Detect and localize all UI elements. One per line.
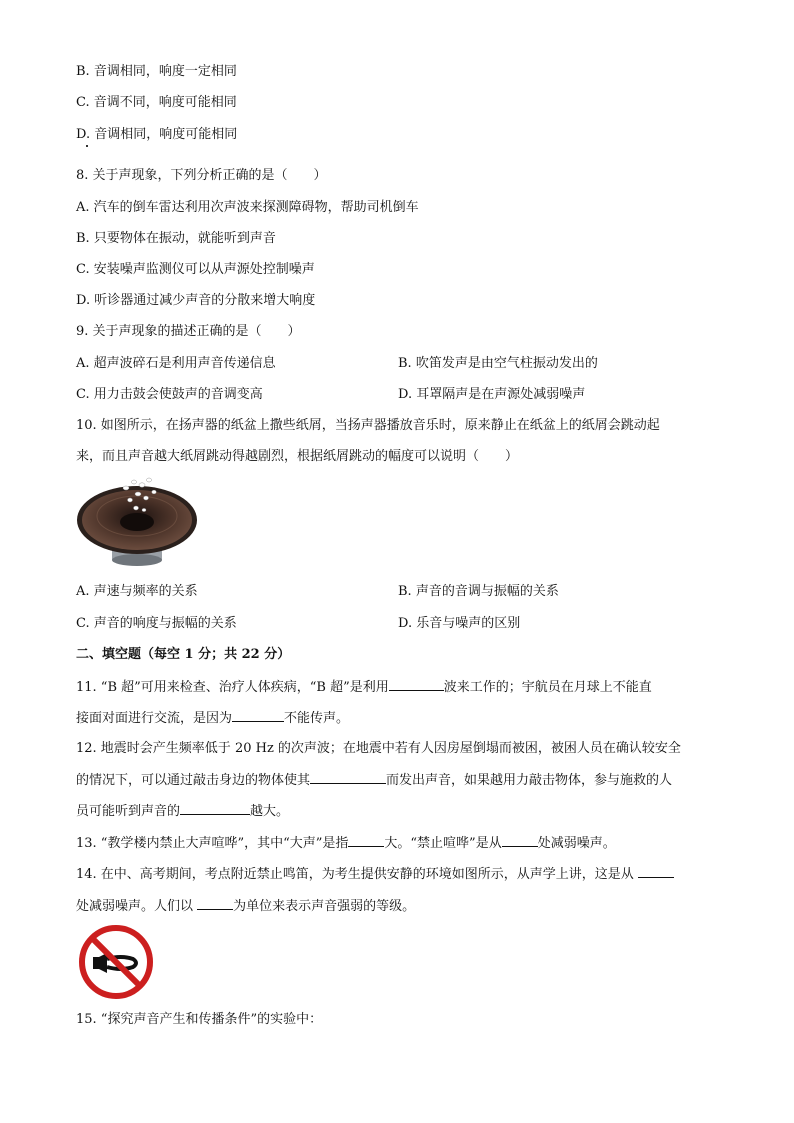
q11-text-1: 11. “B 超”可用来检查、治疗人体疾病，“B 超”是利用: [76, 680, 389, 695]
q14-text-1: 14. 在中、高考期间，考点附近禁止鸣笛，为考生提供安静的环境如图所示，从声学上讲，这是从: [76, 867, 634, 882]
q11-text-4: 不能传声。: [284, 711, 350, 726]
q11-text-2: 波来工作的；宇航员在月球上不能直: [443, 680, 652, 695]
speaker-icon: [74, 470, 200, 570]
q9-option-c: C. 用力击鼓会使鼓声的音调变高: [76, 387, 263, 402]
section-2-title: 二、填空题（每空 1 分；共 22 分）: [76, 647, 291, 662]
q14-blank-2[interactable]: [197, 896, 233, 910]
no-honking-icon: [77, 923, 155, 1001]
paper-bit: [123, 486, 129, 490]
paper-bit: [152, 490, 156, 494]
q11-text-3: 接面对面进行交流，是因为: [76, 711, 233, 726]
paper-bit: [147, 478, 152, 482]
q9-option-d: D. 耳罩隔声是在声源处减弱噪声: [398, 387, 586, 402]
q13-blank-2[interactable]: [502, 833, 538, 847]
q13-text-1: 13. “教学楼内禁止大声喧哗”，其中“大声”是指: [76, 836, 349, 851]
q7-option-c: C. 音调不同，响度可能相同: [76, 95, 237, 110]
q12-blank-1[interactable]: [310, 770, 386, 784]
q8-option-d: D. 听诊器通过减少声音的分散来增大响度: [76, 293, 316, 308]
q12-text-2: 而发出声音，如果越用力敲击物体，参与施救的人: [386, 773, 673, 788]
q12-line3: [76, 801, 289, 822]
q13-text-2: 大。“禁止喧哗”是从: [384, 836, 502, 851]
q12-line1: 12. 地震时会产生频率低于 20 Hz 的次声波；在地震中若有人因房屋倒塌而被困，被困人员在确认较安全: [76, 741, 681, 756]
q12-text-3: 员可能听到声音的: [76, 804, 181, 819]
q11-blank-1[interactable]: [389, 677, 444, 691]
q10-option-d: D. 乐音与噪声的区别: [398, 616, 521, 631]
q14-line2: [76, 896, 415, 917]
q13-line: [76, 833, 616, 854]
q9-stem: 9. 关于声现象的描述正确的是（ ）: [76, 324, 301, 339]
q10-stem-line1: 10. 如图所示，在扬声器的纸盆上撒些纸屑，当扬声器播放音乐时，原来静止在纸盆上的纸屑会跳动起: [76, 418, 660, 433]
speaker-base: [112, 554, 162, 566]
speaker-dustcap: [120, 513, 154, 531]
paper-bit: [134, 506, 139, 510]
q8-option-c: C. 安装噪声监测仪可以从声源处控制噪声: [76, 262, 315, 277]
q12-blank-2[interactable]: [180, 801, 250, 815]
paper-bit: [128, 498, 133, 502]
q10-stem-line2: 来，而且声音越大纸屑跳动得越剧烈，根据纸屑跳动的幅度可以说明（ ）: [76, 449, 519, 464]
q15-stem: 15. “探究声音产生和传播条件”的实验中：: [76, 1012, 323, 1027]
q13-blank-1[interactable]: [348, 833, 384, 847]
q14-text-3: 为单位来表示声音强弱的等级。: [233, 899, 416, 914]
q13-text-3: 处减弱噪声。: [537, 836, 616, 851]
q11-line2: [76, 708, 349, 729]
q8-option-b: B. 只要物体在振动，就能听到声音: [76, 231, 276, 246]
q11-line1: [76, 677, 652, 698]
q14-blank-1[interactable]: [638, 864, 674, 878]
q10-option-b: B. 声音的音调与振幅的关系: [398, 584, 559, 599]
q12-line2: [76, 770, 672, 791]
q10-option-a: A. 声速与频率的关系: [76, 584, 198, 599]
q10-option-c: C. 声音的响度与振幅的关系: [76, 616, 237, 631]
paper-bit: [132, 480, 137, 484]
q9-option-b: B. 吹笛发声是由空气柱振动发出的: [398, 356, 598, 371]
paper-bit: [144, 496, 149, 500]
paper-bit: [135, 492, 141, 496]
paper-bit: [142, 508, 146, 511]
q11-blank-2[interactable]: [232, 708, 284, 722]
q12-text-4: 越大。: [250, 804, 290, 819]
q12-text-1: 的情况下，可以通过敲击身边的物体使其: [76, 773, 311, 788]
q8-option-a: A. 汽车的倒车雷达利用次声波来探测障碍物，帮助司机倒车: [76, 200, 419, 215]
q14-text-2: 处减弱噪声。人们以: [76, 899, 194, 914]
paper-bit: [139, 483, 145, 487]
q7-option-d: D. 音调相同，响度可能相同: [76, 127, 238, 142]
stray-dot: [86, 145, 88, 147]
q7-option-b: B. 音调相同，响度一定相同: [76, 64, 237, 79]
q8-stem: 8. 关于声现象，下列分析正确的是（ ）: [76, 168, 327, 183]
q14-line1: [76, 864, 674, 885]
q9-option-a: A. 超声波碎石是利用声音传递信息: [76, 356, 276, 371]
